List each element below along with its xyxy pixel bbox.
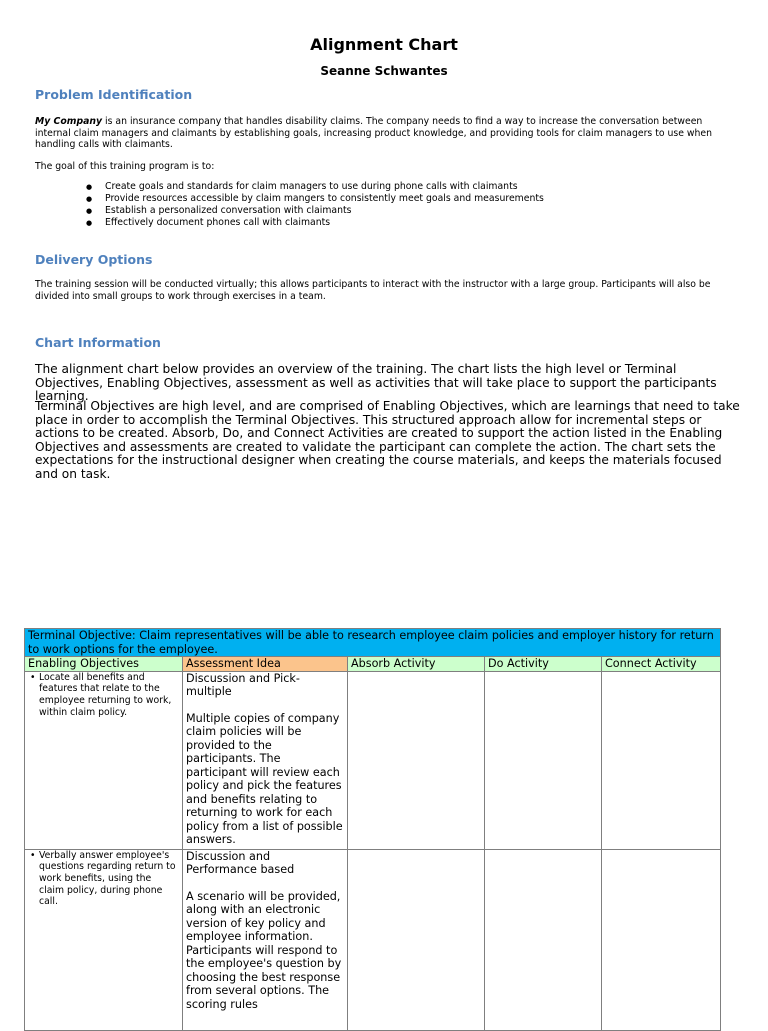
problem-intro-text: is an insurance company that handles disability claims. The company needs to find a way to increase the conversation between internal claim managers and claimants by establishing goals, increasing product knowledge, and providing tools for claim managers to use when handling calls with claimants.	[35, 116, 713, 151]
goal-item: ● Create goals and standards for claim managers to use during phone calls with claimants	[70, 181, 544, 193]
header-absorb-activity: Absorb Activity	[348, 657, 485, 672]
problem-identification-heading: Problem Identification	[35, 87, 193, 102]
delivery-options-heading: Delivery Options	[35, 252, 153, 267]
assessment-type: Discussion and Pick-multiple	[186, 671, 300, 698]
enabling-objective: • Verbally answer employee's questions regarding return to work benefits, using the claim policy, during phone call.	[29, 850, 179, 909]
enabling-objective: • Locate all benefits and features that relate to the employee returning to work, within claim policy.	[29, 672, 179, 719]
company-name: My Company	[35, 116, 103, 127]
table-row	[25, 671, 721, 849]
header-connect-activity: Connect Activity	[602, 657, 721, 672]
connect-activity-cell	[602, 849, 721, 1030]
alignment-table	[24, 628, 721, 1031]
do-activity-cell	[485, 671, 602, 849]
absorb-activity-cell	[348, 849, 485, 1030]
terminal-objective-cell: Terminal Objective: Claim representatives will be able to research employee claim policies and employer history for return to work options for the employee.	[25, 629, 721, 657]
chart-info-paragraph-1: The alignment chart below provides an overview of the training. The chart lists the high level or Terminal Objectives, Enabling Objectives, assessment as well as activities that will take place to support the participants learning.	[35, 362, 717, 403]
goals-list	[70, 181, 544, 229]
assessment-detail: Multiple copies of company claim policies will be provided to the participants. The participant will review each policy and pick the features and benefits relating to returning to work for each policy from a list of possible answers.	[186, 711, 343, 846]
absorb-activity-cell	[348, 671, 485, 849]
do-activity-cell	[485, 849, 602, 1030]
problem-paragraph	[35, 116, 735, 151]
header-assessment-idea: Assessment Idea	[183, 657, 348, 672]
assessment-cell	[183, 849, 348, 1030]
goal-item: ● Effectively document phones call with claimants	[70, 217, 544, 229]
goal-item: ● Establish a personalized conversation with claimants	[70, 205, 544, 217]
goal-intro: The goal of this training program is to:	[35, 161, 215, 172]
goal-item: ● Provide resources accessible by claim mangers to consistently meet goals and measurements	[70, 193, 544, 205]
table-row	[25, 849, 721, 1030]
delivery-paragraph: The training session will be conducted virtually; this allows participants to interact with the instructor with a large group. Participants will also be divided into small groups to work through exercises in a team.	[35, 279, 711, 302]
author-name: Seanne Schwantes	[320, 64, 448, 78]
terminal-objective-row	[25, 629, 721, 657]
document-title: Alignment Chart	[310, 35, 458, 54]
header-enabling-objectives: Enabling Objectives	[25, 657, 183, 672]
assessment-type: Discussion and Performance based	[186, 849, 295, 876]
assessment-detail: A scenario will be provided, along with an electronic version of key policy and employee information. Participants will respond to the employee's question by choosing the best response from several options. The scoring rules	[186, 889, 342, 1011]
header-do-activity: Do Activity	[485, 657, 602, 672]
table-header-row	[25, 657, 721, 672]
chart-info-paragraph-2: Terminal Objectives are high level, and are comprised of Enabling Objectives, which are learnings that need to take place in order to accomplish the Terminal Objectives. This structured approach allow for incremental steps or actions to be created. Absorb, Do, and Connect Activities are created to support the action listed in the Enabling Objectives and assessments are created to validate the participant can complete the action. The chart sets the expectations for the instructional designer when creating the course materials, and keeps the materials focused and on task.	[35, 399, 740, 481]
assessment-cell	[183, 671, 348, 849]
connect-activity-cell	[602, 671, 721, 849]
chart-information-heading: Chart Information	[35, 335, 161, 350]
